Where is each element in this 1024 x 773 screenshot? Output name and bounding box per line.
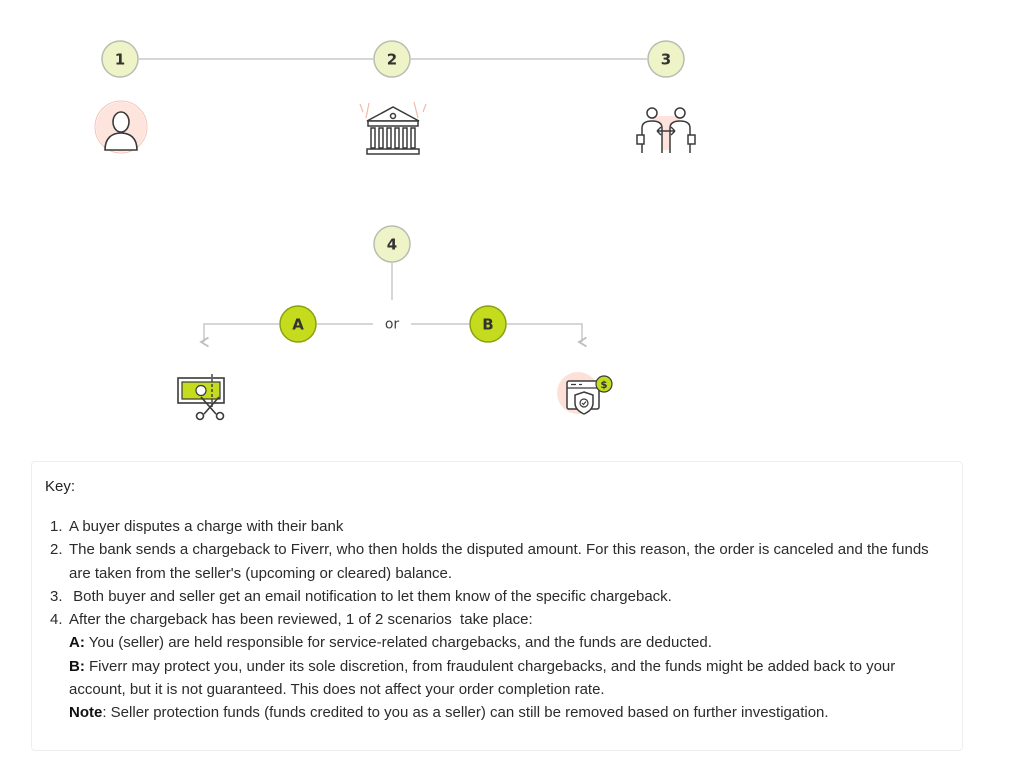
note-label: Note	[69, 704, 103, 722]
scenario-b-text: Fiverr may protect you, under its sole discretion, from fraudulent chargebacks, and the funds might be added back to your account, but it is not guaranteed. This does not affect your order completion rate.	[69, 657, 896, 699]
step-1-node	[102, 41, 138, 77]
bank-building-icon	[360, 102, 426, 154]
option-a-node	[280, 306, 316, 342]
option-a-label: A	[292, 315, 304, 334]
key-item-number: 1.	[50, 518, 63, 535]
key-item-number: 3.	[50, 587, 63, 605]
protected-account-icon	[557, 372, 612, 414]
key-item-1	[50, 515, 950, 538]
note	[50, 701, 950, 724]
key-panel	[31, 461, 963, 751]
step-3-node	[648, 41, 684, 77]
step-4-node	[374, 226, 410, 262]
connector-to-b-outcome	[507, 324, 582, 342]
key-item-text: After the chargeback has been reviewed, 1 of 2 scenarios take place:	[69, 611, 533, 629]
scenario-b	[50, 655, 950, 702]
key-item-number: 4.	[50, 611, 63, 629]
key-item-text: Both buyer and seller get an email notification to let them know of the specific chargeback.	[69, 587, 672, 605]
step-4-label: 4	[386, 235, 398, 254]
key-item-2	[50, 538, 950, 585]
buyer-person-icon	[95, 101, 147, 153]
buyer-seller-exchange-icon	[637, 108, 695, 153]
step-1-label: 1	[114, 50, 126, 69]
or-label: or	[384, 316, 400, 333]
key-item-text: A buyer disputes a charge with their bank	[69, 518, 344, 535]
option-b-label: B	[482, 315, 494, 334]
cut-money-icon	[178, 374, 224, 420]
step-2-label: 2	[386, 50, 398, 69]
step-3-label: 3	[660, 50, 672, 69]
key-title: Key:	[45, 478, 76, 495]
step-2-node	[374, 41, 410, 77]
note-text: : Seller protection funds (funds credited to you as a seller) can still be removed based on further investigation.	[102, 704, 829, 722]
svg-text:$: $	[600, 380, 608, 391]
option-b-node	[470, 306, 506, 342]
connector-to-a-outcome	[204, 324, 279, 342]
key-list	[50, 515, 950, 725]
scenario-a-text: You (seller) are held responsible for service-related chargebacks, and the funds are deducted.	[84, 634, 712, 652]
key-item-number: 2.	[50, 541, 63, 559]
key-item-4	[50, 608, 950, 631]
key-item-3	[50, 585, 950, 608]
scenario-a-label: A:	[69, 634, 85, 652]
key-item-text: The bank sends a chargeback to Fiverr, who then holds the disputed amount. For this reason, the order is canceled and the funds are taken from the seller's (upcoming or cleared) balance.	[69, 541, 929, 582]
scenario-a	[50, 631, 950, 654]
scenario-b-label: B:	[69, 657, 85, 675]
